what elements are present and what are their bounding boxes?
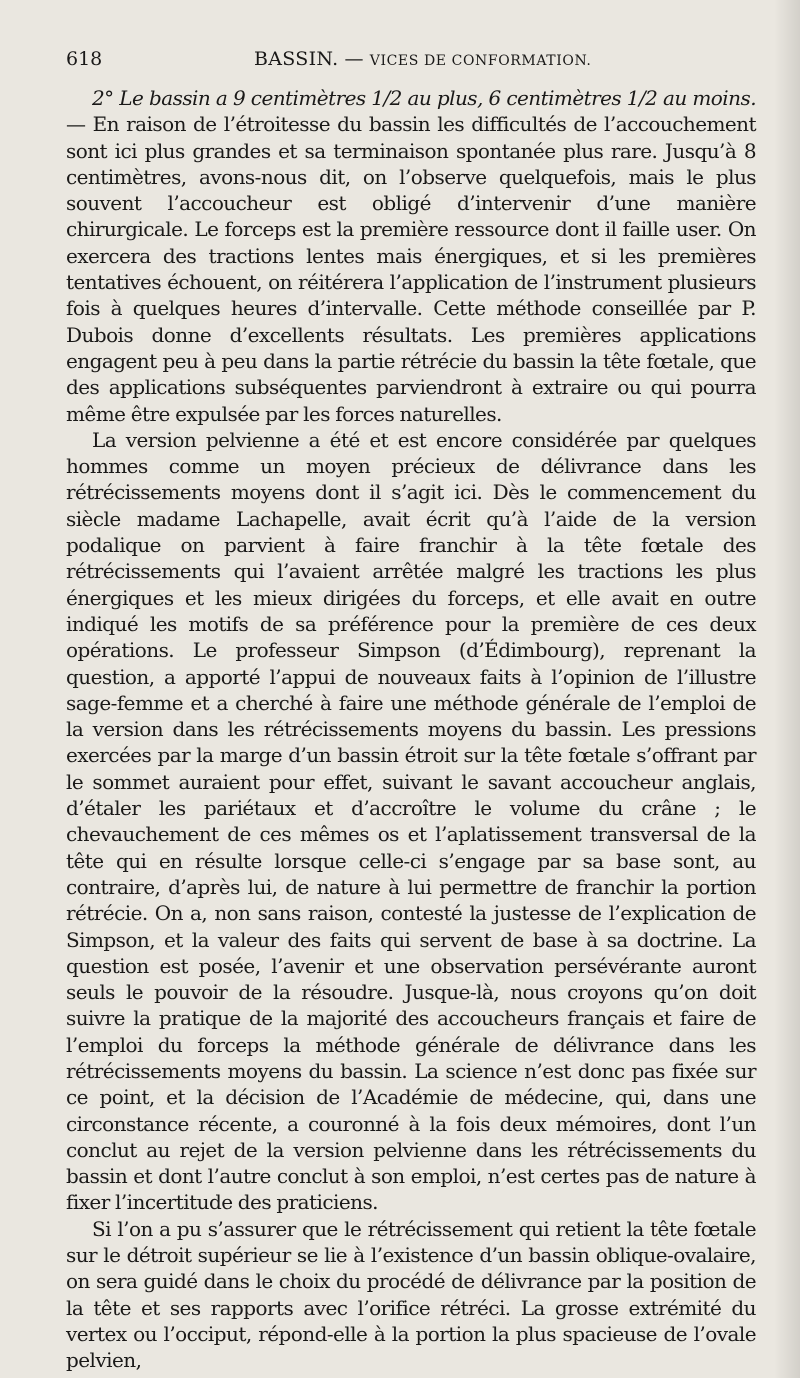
paragraph-1-lead: 2° Le bassin a 9 centimètres 1/2 au plus, 6 centimètres 1/2 au moins. xyxy=(92,86,756,110)
running-title xyxy=(254,44,591,76)
running-head xyxy=(66,44,756,74)
paragraph-2: La version pelvienne a été et est encore considérée par quelques hommes comme un moyen précieux de délivrance dans les rétrécissements moyens dont il s’agit ici. Dès le commencement du siècle madame Lachapelle, avait écrit qu’à l’aide de la version podalique on parvient à faire franchir à la tête fœtale des rétrécissements qui l’avaient arrêtée malgré les tractions les plus énergiques et les mieux dirigées du forceps, et elle avait en outre indiqué les motifs de sa préférence pour la première de ces deux opérations. Le professeur Simpson (d’Édimbourg), reprenant la question, a apporté l’appui de nouveaux faits à l’opinion de l’illustre sage-femme et a cherché à faire une méthode générale de l’emploi de la version dans les rétrécissements moyens du bassin. Les pressions exercées par la marge d’un bassin étroit sur la tête fœtale s’offrant par le sommet auraient pour effet, suivant le savant accoucheur anglais, d’étaler les pariétaux et d’accroître le volume du crâne ; le chevauchement de ces mêmes os et l’aplatissement transversal de la tête qui en résulte lorsque celle-ci s’engage par sa base sont, au contraire, d’après lui, de nature à lui permettre de franchir la portion rétrécie. On a, non sans raison, contesté la justesse de l’explication de Simpson, et la valeur des faits qui servent de base à sa doctrine. La question est posée, l’avenir et une observation persévérante auront seuls le pouvoir de la résoudre. Jusque-là, nous croyons qu’on doit suivre la pratique de la majorité des accoucheurs français et faire de l’emploi du forceps la méthode générale de délivrance dans les rétrécissements moyens du bassin. La science n’est donc pas fixée sur ce point, et la décision de l’Académie de médecine, qui, dans une circonstance récente, a couronné à la fois deux mémoires, dont l’un conclut au rejet de la version pelvienne dans les rétrécissements du bassin et dont l’autre conclut à son emploi, n’est certes pas de nature à fixer l’incertitude des praticiens. xyxy=(66,427,756,1215)
page-edge-shadow xyxy=(774,0,800,1378)
body-text xyxy=(66,85,756,1374)
running-title-main: BASSIN. xyxy=(254,48,339,70)
page-number: 618 xyxy=(66,48,103,70)
paragraph-1-text: — En raison de l’étroitesse du bassin les difficultés de l’accouchement sont ici plus grandes et sa terminaison spontanée plus rare. Jusqu’à 8 centimètres, avons-nous dit, on l’observe quelquefois, mais le plus souvent l’accoucheur est obligé d’intervenir d’une manière chirurgicale. Le forceps est la première ressource dont il faille user. On exercera des tractions lentes mais énergiques, et si les premières tentatives échouent, on réitérera l’application de l’instrument plusieurs fois à quelques heures d’intervalle. Cette méthode conseillée par P. Dubois donne d’excellents résultats. Les premières applications engagent peu à peu dans la partie rétrécie du bassin la tête fœtale, que des applications subséquentes parviendront à extraire ou qui pourra même être expulsée par les forces naturelles. xyxy=(66,112,756,426)
running-title-dash: — xyxy=(344,48,364,70)
paragraph-3: Si l’on a pu s’assurer que le rétrécissement qui retient la tête fœtale sur le détroit supérieur se lie à l’existence d’un bassin oblique-ovalaire, on sera guidé dans le choix du procédé de délivrance par la position de la tête et ses rapports avec l’orifice rétréci. La grosse extrémité du vertex ou l’occiput, répond-elle à la portion la plus spacieuse de l’ovale pelvien, xyxy=(66,1216,756,1373)
paragraph-1 xyxy=(66,85,756,427)
running-title-subtitle: VICES DE CONFORMATION. xyxy=(369,53,592,69)
